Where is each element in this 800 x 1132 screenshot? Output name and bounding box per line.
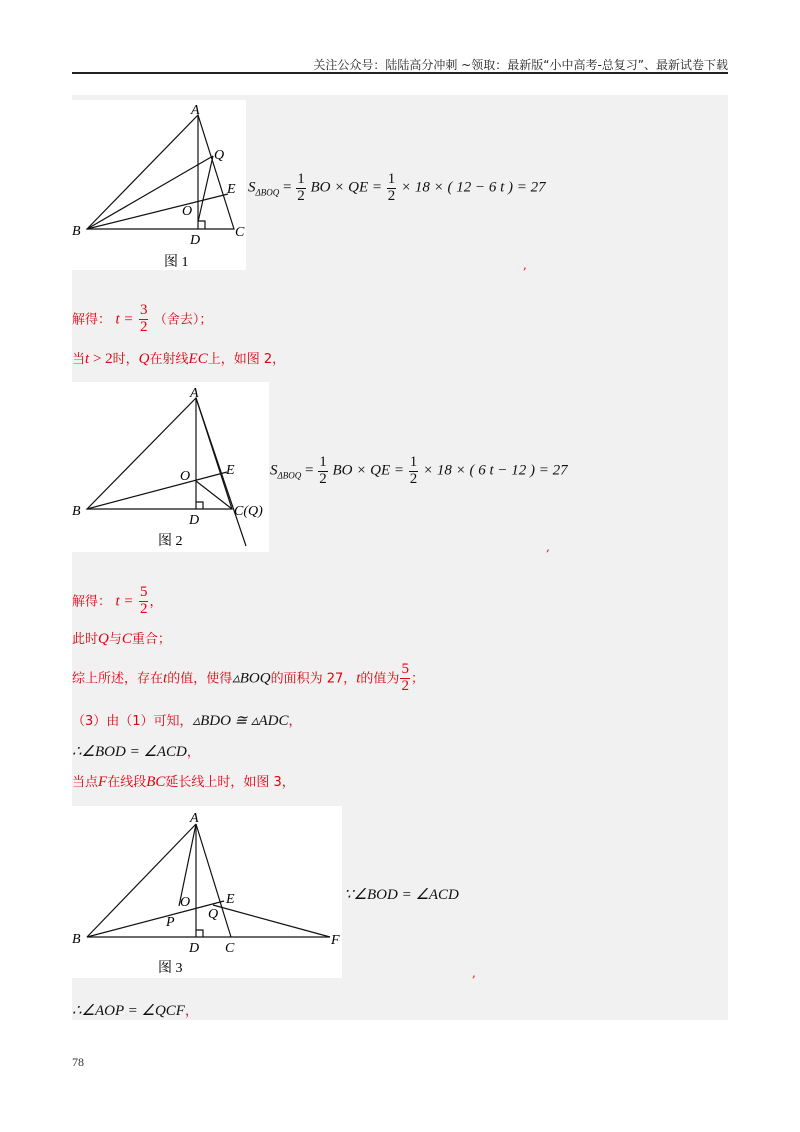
solve-line-1: 解得： t = $\frac{3}{2}$ （舍去）； xyxy=(72,302,213,335)
label-B: B xyxy=(72,932,81,947)
figure-1 xyxy=(72,100,246,270)
label-D: D xyxy=(189,513,200,528)
label-A: A xyxy=(190,811,199,826)
label-A: A xyxy=(190,386,199,401)
case-2-line: 当t > 2时，Q在射线EC上，如图 2， xyxy=(72,351,286,367)
label-O: O xyxy=(182,204,193,219)
label-E: E xyxy=(226,892,235,907)
figure-2-caption: 图 2 xyxy=(158,534,183,549)
solve-line-2: 解得： t = $\frac{5}{2}$ ， xyxy=(72,584,163,617)
figure-3-diagram xyxy=(72,806,342,978)
label-B: B xyxy=(72,224,81,239)
label-Q: Q xyxy=(208,907,219,922)
stray-comma-3: , xyxy=(472,966,476,980)
formula-area-2: $S_{\Delta BOQ}$ = $\frac{1}{2}$ BO × QE = $\frac{1}{2}$ × 18 × ( 6 t − 12 ) = 27 xyxy=(270,454,568,487)
coincide-line: 此时Q与C重合； xyxy=(72,631,171,647)
label-O: O xyxy=(180,895,191,910)
label-B: B xyxy=(72,504,81,519)
because-statement: ∵∠BOD = ∠ACD xyxy=(344,887,459,903)
page-number: 78 xyxy=(72,1055,84,1069)
label-CQ: C(Q) xyxy=(234,504,263,519)
label-F: F xyxy=(331,933,340,948)
label-C: C xyxy=(235,225,245,240)
label-P: P xyxy=(166,915,175,930)
figure-1-caption: 图 1 xyxy=(164,255,189,270)
therefore-line-2: ∴∠AOP = ∠QCF， xyxy=(72,1003,198,1019)
f-case-line: 当点F在线段BC延长线上时，如图 3， xyxy=(72,774,295,790)
header-rule xyxy=(72,72,728,74)
label-A: A xyxy=(191,103,200,118)
stray-comma-2: , xyxy=(546,540,550,554)
figure-2-diagram xyxy=(72,382,269,552)
label-D: D xyxy=(189,941,200,956)
label-E: E xyxy=(226,463,235,478)
label-D: D xyxy=(190,233,201,248)
page-header: 关注公众号：陆陆高分冲刺 ~领取：最新版“小中高考-总复习”、最新试卷下载 xyxy=(313,58,728,72)
therefore-line-1: ∴∠BOD = ∠ACD， xyxy=(72,744,200,760)
label-C: C xyxy=(225,941,235,956)
figure-3-caption: 图 3 xyxy=(158,961,183,976)
label-O: O xyxy=(180,469,191,484)
figure-2 xyxy=(72,382,269,552)
figure-1-diagram xyxy=(72,100,246,270)
label-E: E xyxy=(227,182,236,197)
label-Q: Q xyxy=(214,148,225,163)
stray-comma-1: , xyxy=(523,258,527,272)
formula-area-1: $S_{\Delta BOQ}$ = $\frac{1}{2}$ BO × QE = $\frac{1}{2}$ × 18 × ( 12 − 6 t ) = 27 xyxy=(248,171,546,204)
part-3-line: （3）由（1）可知，▵BDO ≅ ▵ADC， xyxy=(72,713,302,729)
summary-line: 综上所述，存在t的值，使得▵BOQ的面积为 27，t的值为 $\frac{5}{2}$ ； xyxy=(72,661,424,694)
figure-3 xyxy=(72,806,342,978)
